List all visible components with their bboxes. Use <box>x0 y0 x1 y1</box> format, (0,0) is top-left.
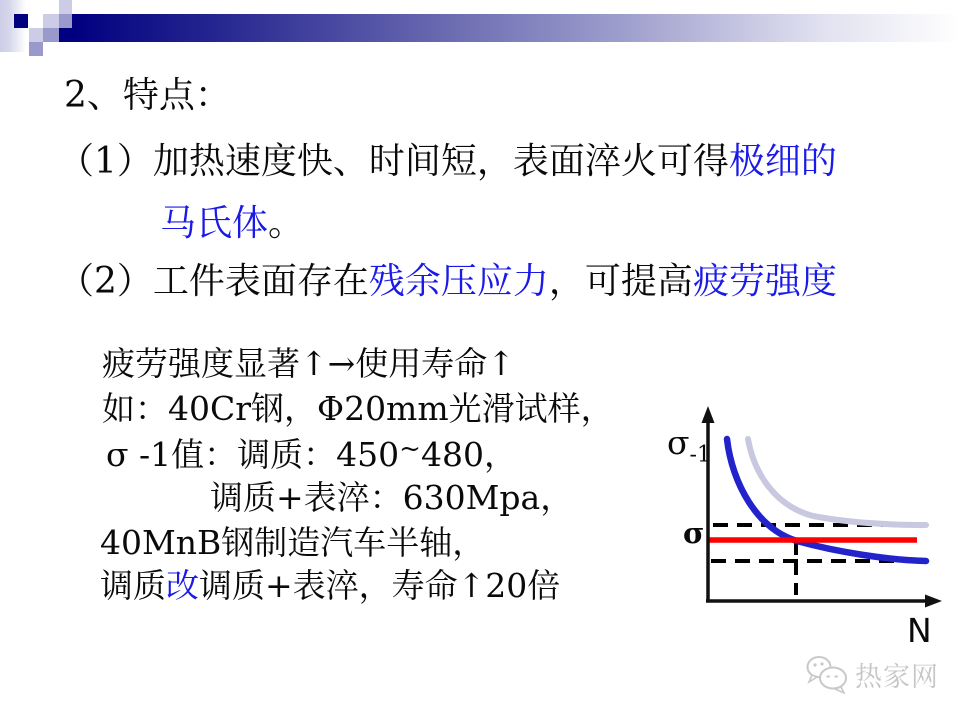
point2-seg1: （2）工件表面存在 <box>58 261 369 302</box>
x-axis-arrowhead <box>925 595 942 608</box>
stress-line-label: σ <box>683 516 705 550</box>
body-line6 <box>100 566 560 606</box>
header-gradient-bar <box>72 14 960 42</box>
point1-line2 <box>160 202 304 245</box>
body-line6-highlight: 改 <box>166 566 199 605</box>
slide-title: 2、特点： <box>64 75 231 116</box>
fatigue-sn-chart <box>645 403 957 663</box>
body-line3-b: 480， <box>420 435 517 474</box>
point1-line2-highlight: 马氏体 <box>160 203 269 244</box>
body-line6-seg2: 调质+表淬，寿命↑20倍 <box>199 566 561 605</box>
watermark <box>804 654 939 694</box>
body-line5: 40MnB钢制造汽车半轴， <box>100 523 486 562</box>
point2-line <box>58 260 837 303</box>
y-axis-label-sigma: σ <box>667 423 690 462</box>
body-line1: 疲劳强度显著↑→使用寿命↑ <box>102 344 515 383</box>
y-axis-arrowhead <box>702 406 715 423</box>
body-line3-tilde: ~ <box>399 434 421 464</box>
body-line6-seg1: 调质 <box>100 566 166 605</box>
watermark-text: 热家网 <box>855 661 939 693</box>
surface-quenched-curve <box>748 439 926 525</box>
point2-highlight2: 疲劳强度 <box>692 261 837 302</box>
point2-highlight1: 残余压应力 <box>368 261 549 302</box>
body-line4: 调质+表淬：630Mpa， <box>210 478 574 517</box>
body-line2: 如：40Cr钢，Φ20mm光滑试样， <box>102 389 614 428</box>
deco-square-medium <box>29 42 43 56</box>
deco-square-navy <box>59 28 72 42</box>
point1-text: （1）加热速度快、时间短，表面淬火可得 <box>58 141 729 182</box>
point1-line2-period: 。 <box>268 203 305 244</box>
chat-bubbles-icon <box>804 654 850 694</box>
x-axis-label: N <box>907 611 932 650</box>
point1-highlight: 极细的 <box>728 141 837 182</box>
deco-square-medium <box>59 14 72 28</box>
y-axis-label-sub: -1 <box>689 442 711 468</box>
deco-square-light <box>43 14 59 28</box>
point1-line1 <box>58 140 837 183</box>
deco-square-navy <box>14 14 28 28</box>
deco-square-medium <box>43 28 59 42</box>
y-axis-label <box>667 423 711 468</box>
point2-seg3: ，可提高 <box>548 261 693 302</box>
body-line3-a: σ -1值：调质：450 <box>106 435 400 474</box>
deco-square-light <box>59 0 72 14</box>
body-line3 <box>106 434 517 475</box>
deco-square-light <box>29 28 43 42</box>
